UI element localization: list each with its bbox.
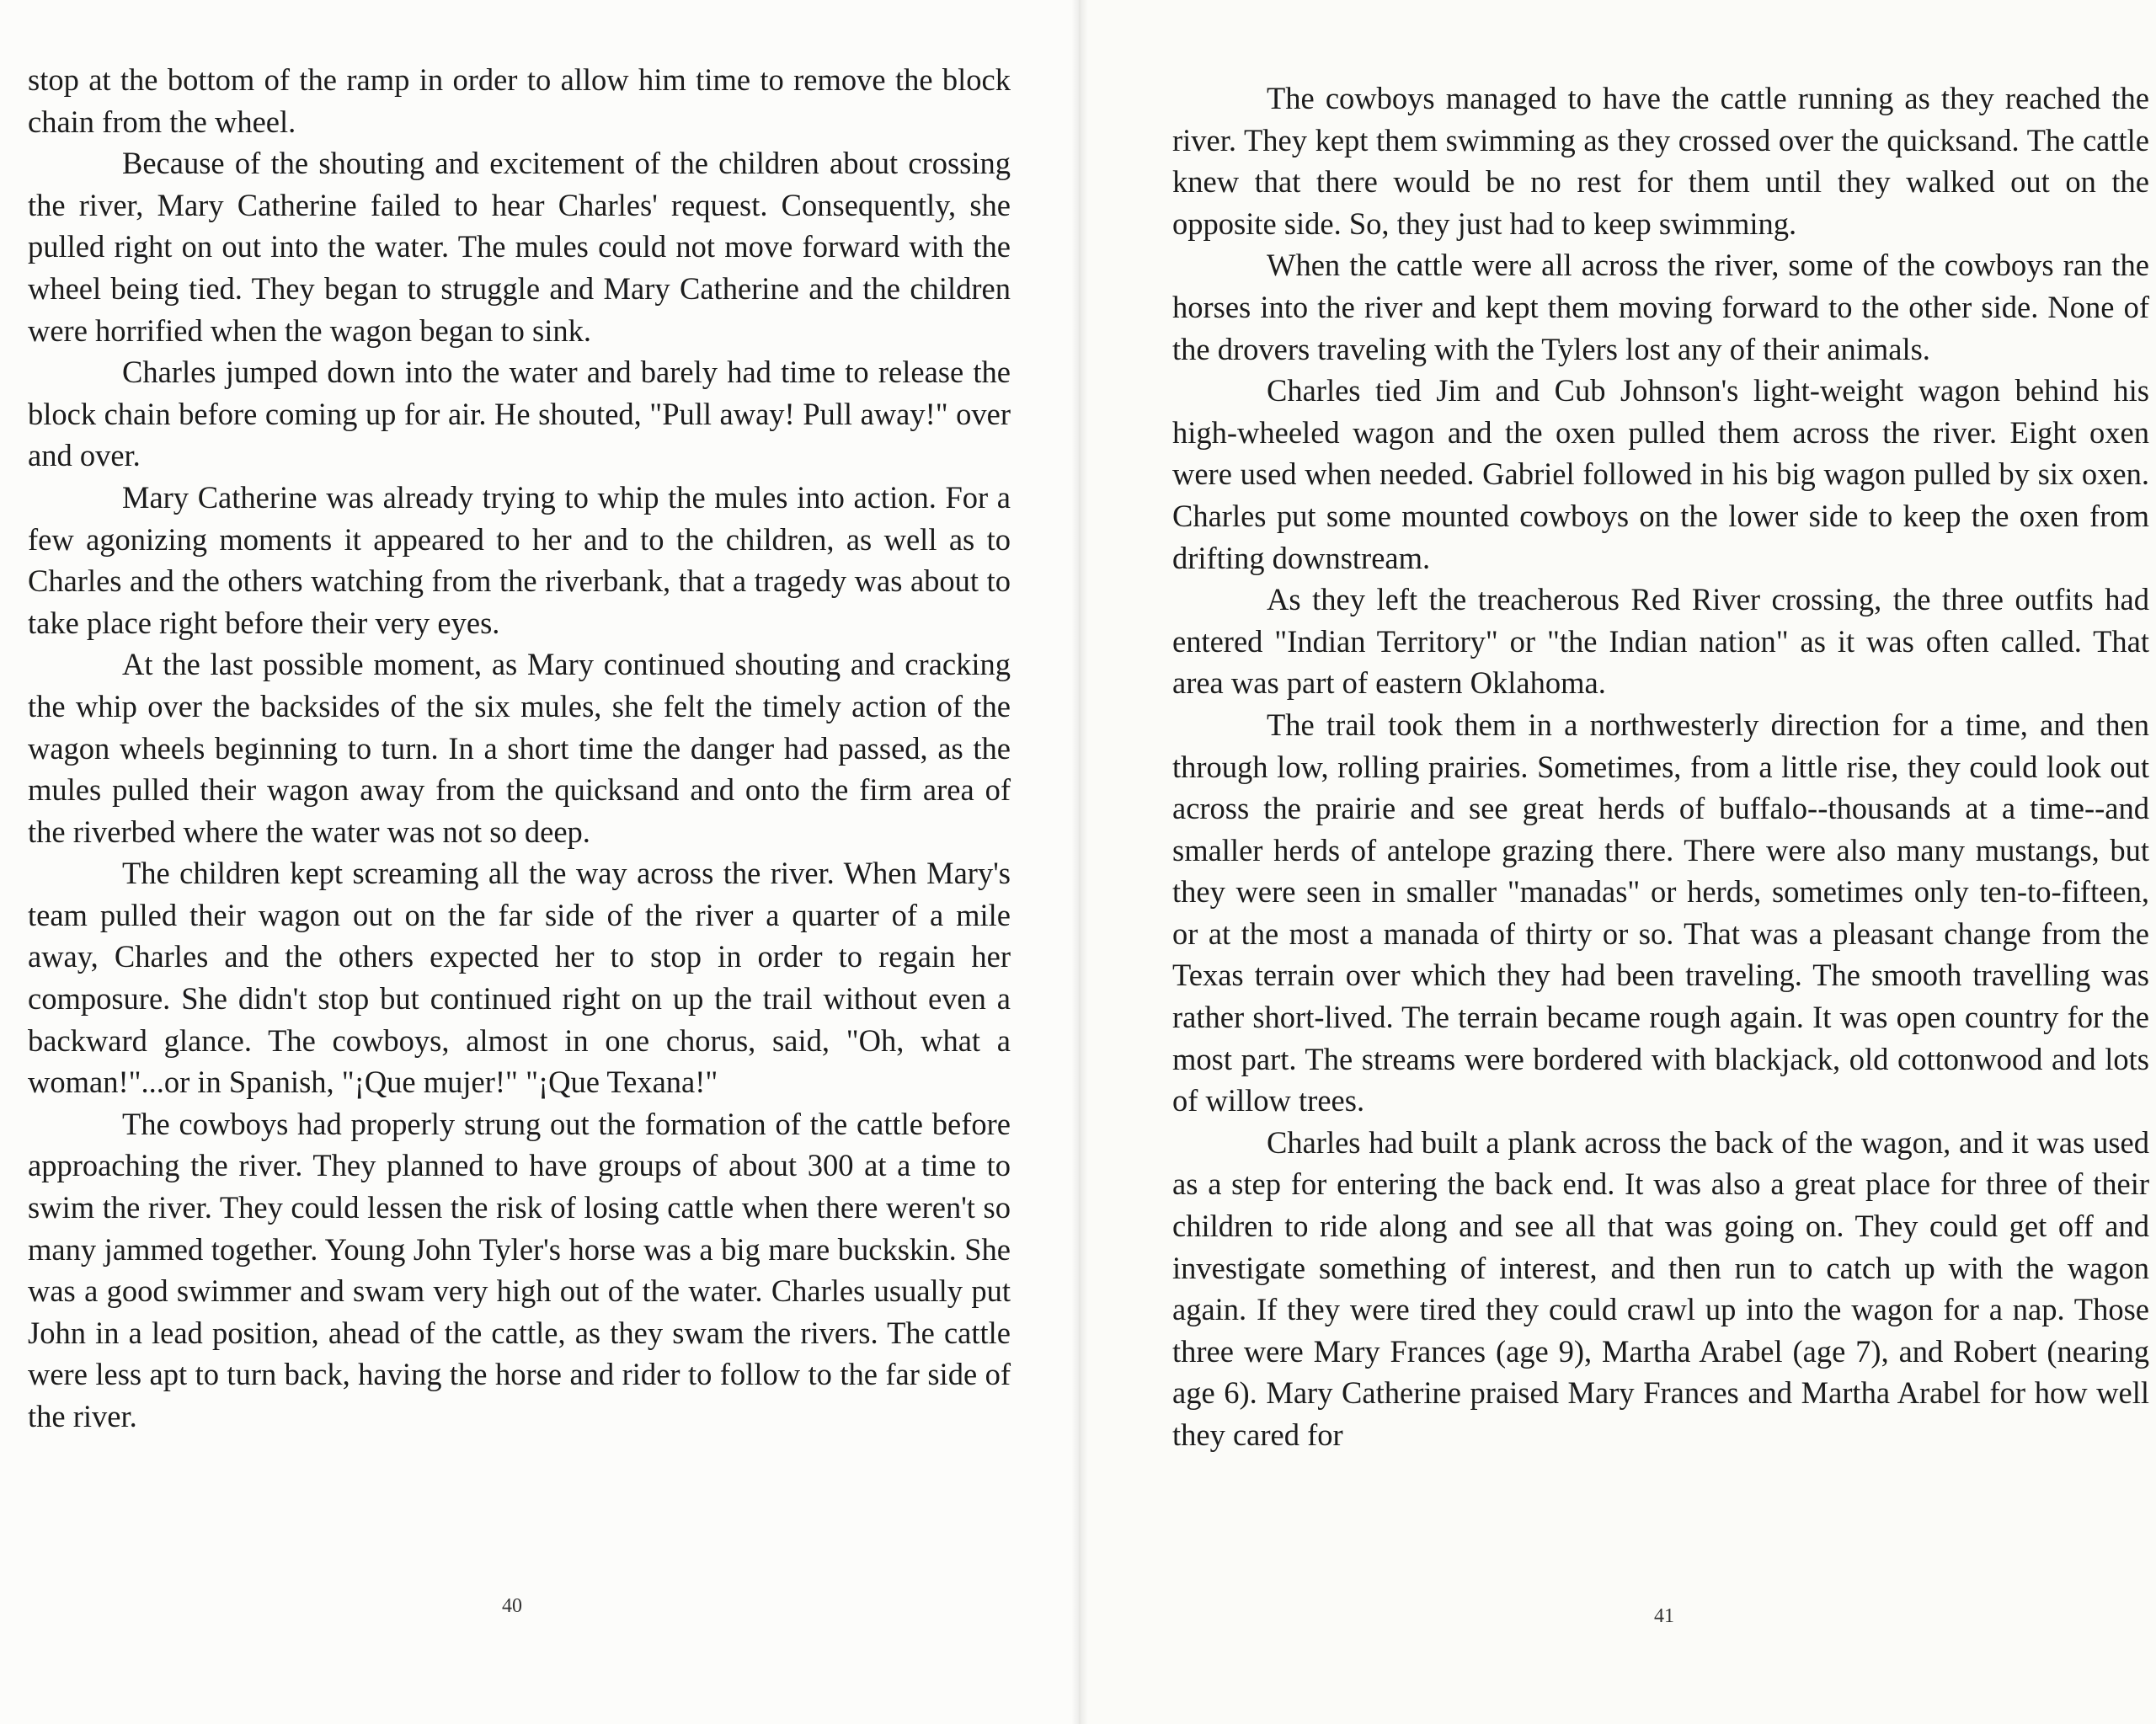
book-gutter xyxy=(1071,0,1088,1724)
right-page xyxy=(1080,0,2156,1724)
paragraph: As they left the treacherous Red River crossing, the three outfits had entered "Indian Territory" or "the Indian nation" as it was often called. That area was part of eastern Oklahoma. xyxy=(1172,582,2149,701)
paragraph: The cowboys had properly strung out the formation of the cattle before approaching the river. They planned to have groups of about 300 at a time to swim the river. They could lessen the risk of losing cattle when there weren't so many jammed together. Young John Tyler's horse was a big mare buckskin. She was a good swimmer and swam very high out of the water. Charles usually put John in a lead position, ahead of the cattle, as they swam the rivers. The cattle were less apt to turn back, having the horse and rider to follow to the far side of the river. xyxy=(28,1106,1011,1433)
paragraph: At the last possible moment, as Mary continued shouting and cracking the whip over the backsides of the six mules, she felt the timely action of the wagon wheels beginning to turn. In a short time the danger had passed, as the mules pulled their wagon away from the quicksand and onto the firm area of the riverbed where the water was not so deep. xyxy=(28,647,1011,849)
paragraph: When the cattle were all across the river, some of the cowboys ran the horses into the river and kept them moving forward to the other side. None of the drovers traveling with the Tylers lost any of their animals. xyxy=(1172,248,2149,366)
paragraph: Charles tied Jim and Cub Johnson's light-weight wagon behind his high-wheeled wagon and the oxen pulled them across the river. Eight oxen were used when needed. Gabriel followed in his big wagon pulled by six oxen. Charles put some mounted cowboys on the lower side to keep the oxen from drifting downstream. xyxy=(1172,373,2149,575)
paragraph: stop at the bottom of the ramp in order to allow him time to remove the block chain from the wheel. xyxy=(28,62,1011,139)
page-number: 41 xyxy=(1654,1605,1674,1627)
paragraph: The trail took them in a northwesterly direction for a time, and then through low, rolling prairies. Sometimes, from a little rise, they could look out across the prairie and see great herds of buffalo--thousands at a time--and smaller herds of antelope grazing there. There were also many mustangs, but they were seen in smaller "manadas" or herds, sometimes only ten-to-fifteen, or at the most a manada of thirty or so. That was a pleasant change from the Texas terrain over which they had been traveling. The smooth travelling was rather short-lived. The terrain became rough again. It was open country for the most part. The streams were bordered with blackjack, old cottonwood and lots of willow trees. xyxy=(1172,707,2149,1118)
right-page-text xyxy=(1172,77,2149,1456)
left-page-text xyxy=(28,59,1011,1438)
paragraph: Mary Catherine was already trying to whip the mules into action. For a few agonizing moments it appeared to her and to the children, as well as to Charles and the others watching from the riverbank, that a tragedy was about to take place right before their very eyes. xyxy=(28,479,1011,640)
page-number: 40 xyxy=(502,1595,522,1617)
paragraph: Charles jumped down into the water and barely had time to release the block chain before coming up for air. He shouted, "Pull away! Pull away!" over and over. xyxy=(28,355,1011,473)
paragraph: Because of the shouting and excitement of the children about crossing the river, Mary Catherine failed to hear Charles' request. Consequently, she pulled right on out into the water. The mules could not move forward with the wheel being tied. They began to struggle and Mary Catherine and the children were horrified when the wagon began to sink. xyxy=(28,146,1011,348)
paragraph: The cowboys managed to have the cattle running as they reached the river. They kept them swimming as they crossed over the quicksand. The cattle knew that there would be no rest for them until they walked out on the opposite side. So, they just had to keep swimming. xyxy=(1172,81,2149,241)
paragraph: The children kept screaming all the way across the river. When Mary's team pulled their wagon out on the far side of the river a quarter of a mile away, Charles and the others expected her to stop in order to regain her composure. She didn't stop but continued right on up the trail without even a backward glance. The cowboys, almost in one chorus, said, "Oh, what a woman!"...or in Spanish, "¡Que mujer!" "¡Que Texana!" xyxy=(28,856,1011,1100)
paragraph: Charles had built a plank across the back of the wagon, and it was used as a step for entering the back end. It was also a great place for three of their children to ride along and see all that was going on. They could get off and investigate something of interest, and then run to catch up with the wagon again. If they were tired they could crawl up into the wagon for a nap. Those three were Mary Frances (age 9), Martha Arabel (age 7), and Robert (nearing age 6). Mary Catherine praised Mary Frances and Martha Arabel for how well they cared for xyxy=(1172,1124,2149,1452)
